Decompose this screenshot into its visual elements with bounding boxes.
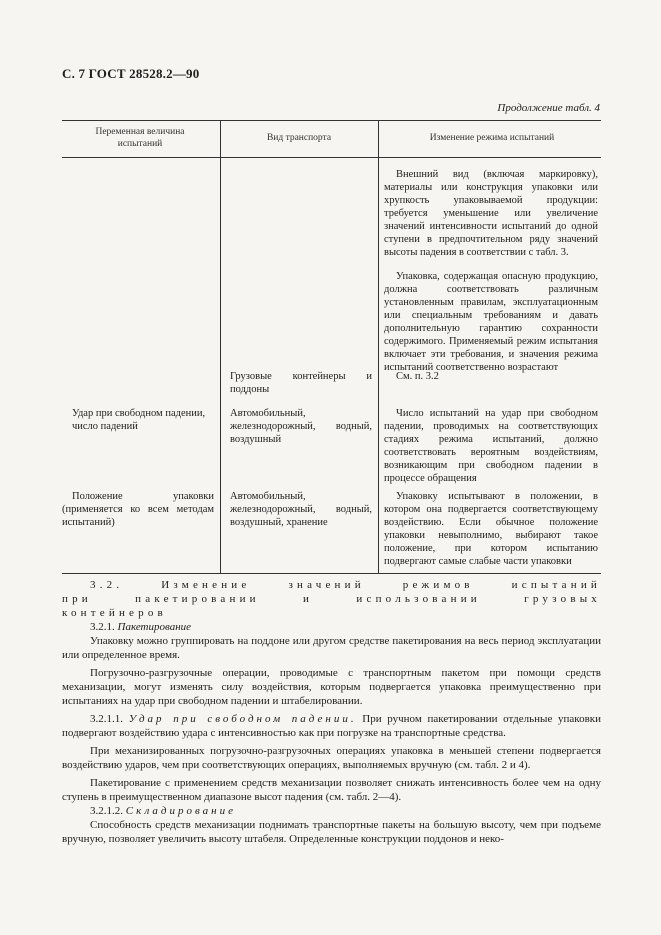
table-cell-transport: Грузовые контейнеры и поддоны (230, 371, 372, 395)
section-title: Удар при свободном падении. (128, 713, 357, 725)
paragraph: Погрузочно-разгрузочные операции, проводимые с транспортным пакетом при помощи средств механизации, могут изменять силу воздействия, которым подвергается упаковка преимущественно при испытаниях на удар при свободном падении и штабелировании. (62, 667, 601, 707)
column-header-variable: Переменная величина испытаний (95, 127, 185, 149)
table-cell-paragraph: Внешний вид (включая маркировку), материалы или конструкция упаковки или хрупкость упаковываемой продукции: требуется уменьшение или увеличение значений интенсивности испытаний до одной ступени в предпочтительном ряду значений высоты падения в соответствии с табл. 3. (384, 169, 598, 258)
paragraph: При механизированных погрузочно-разгрузочных операциях упаковка в меньшей степени подвергается воздействию ударов, чем при соответствующих операциях, выполняемых вручную (см. табл. 2 и 4). (62, 745, 601, 771)
section-number: 3.2.1. (90, 621, 115, 633)
paragraph (62, 712, 601, 740)
section-number: 3.2.1.2. (90, 805, 123, 817)
table-top-rule (62, 120, 601, 121)
page-title: С. 7 ГОСТ 28528.2—90 (62, 66, 200, 81)
paragraph: Упаковку можно группировать на поддоне или другом средстве пакетирования на весь период эксплуатации или определенное время. (62, 635, 601, 661)
column-divider (220, 120, 221, 573)
section-3-2-heading: 3.2. Изменение значений режимов испытаний при пакетировании и использовании грузовых контейнеров (62, 579, 601, 619)
paragraph-text: При ручном пакетировании отдельные упаковки подвергают воздействию удара с интенсивностью как при погрузке на транспортные средства. (62, 713, 601, 739)
column-header-transport: Вид транспорта (266, 133, 332, 143)
table-cell-variable: Удар при свободном падении, число падений (72, 408, 206, 432)
table-continuation-label: Продолжение табл. 4 (497, 102, 600, 114)
section-3-2-1-heading (62, 620, 601, 634)
section-body (62, 578, 601, 846)
table-cell-change (384, 168, 598, 374)
table-cell-change: Упаковку испытывают в положении, в котором она подвергается соответствующему воздействию. Если обычное положение упаковки невыполнимо, выбирают такое положение, при котором испытанию подвергают самые слабые части упаковки (384, 491, 598, 567)
section-number: 3.2.1.1. (90, 713, 123, 725)
table-cell-paragraph: Упаковка, содержащая опасную продукцию, должна соответствовать различным установленным правилам, эксплуатационным или специальным требованиям и давать дополнительную гарантию сохранности содержимого. Применяемый режим испытания включает эти требования, и значения режима испытаний соответственно возрастают (384, 271, 598, 373)
paragraph: Способность средств механизации поднимать транспортные пакеты на большую высоту, чем при подъеме вручную, позволяет увеличить высоту штабеля. Определенные конструкции поддонов и неко- (62, 819, 601, 845)
table-cell-change: См. п. 3.2 (396, 371, 439, 382)
table-header-rule (62, 157, 601, 158)
section-title: Пакетирование (117, 621, 192, 633)
table-cell-transport: Автомобильный, железнодорожный, водный, воздушный, хранение (230, 491, 372, 528)
column-header-change: Изменение режима испытаний (429, 133, 555, 143)
table-cell-transport: Автомобильный, железнодорожный, водный, воздушный (230, 408, 372, 445)
paragraph: Пакетирование с применением средств механизации позволяет снижать интенсивность более чем на одну ступень в преимущественном диапазоне высот падения (см. табл. 2—4). (62, 777, 601, 803)
table-cell-change: Число испытаний на удар при свободном падении, проводимых на соответствующих стадиях режима испытаний, должно соответствовать вероятным воздействиям, возникающим при свободном падении в процессе обращения (384, 408, 598, 484)
table-bottom-rule (62, 573, 601, 574)
column-divider (378, 120, 379, 573)
section-title: Складирование (125, 805, 236, 817)
section-3-2-1-2-heading (62, 804, 601, 818)
table-cell-variable: Положение упаковки (применяется ко всем методам испытаний) (62, 491, 214, 528)
